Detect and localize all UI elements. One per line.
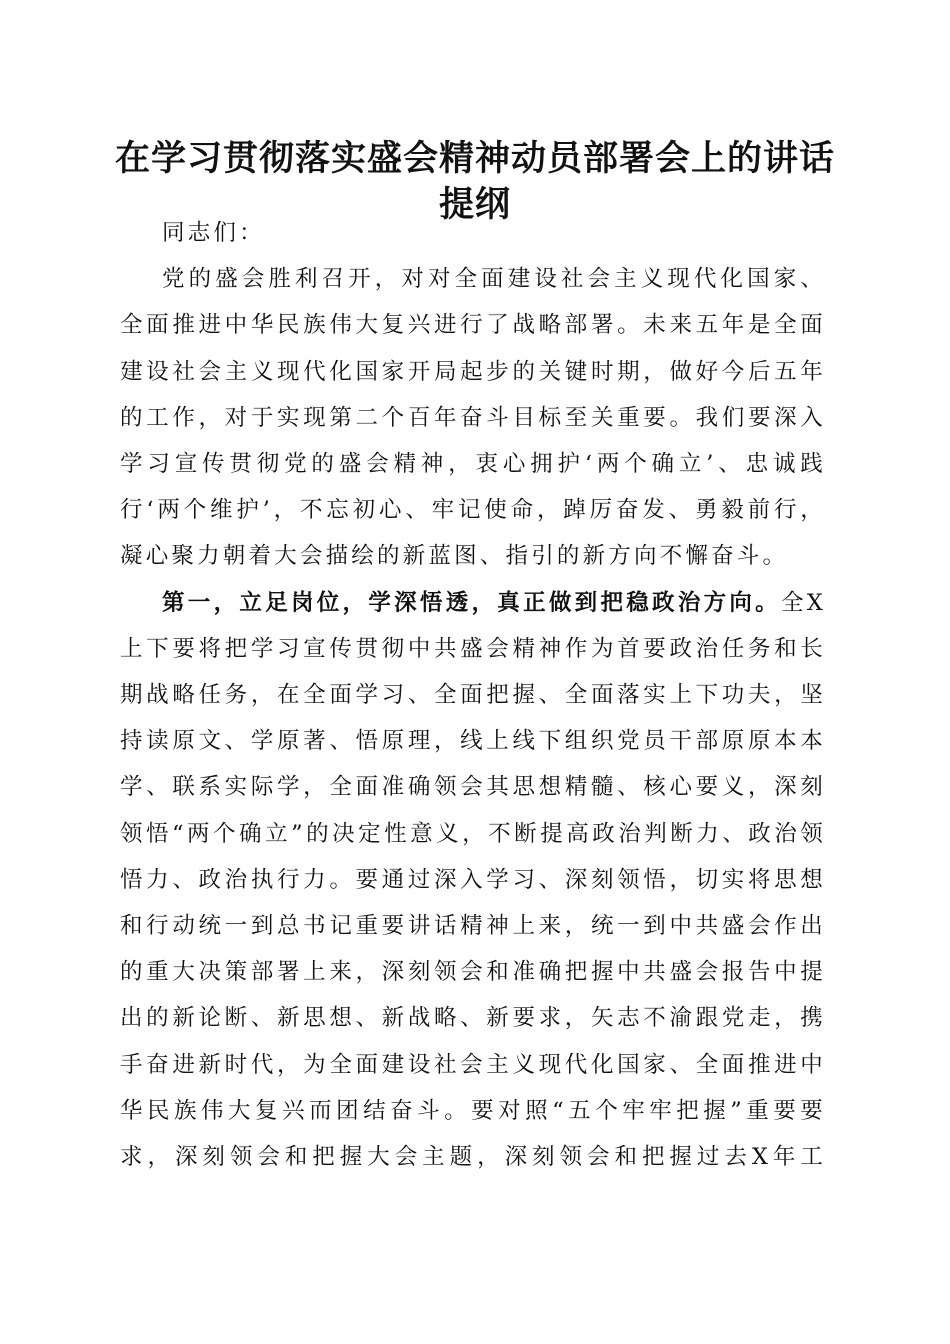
document-body bbox=[120, 210, 826, 1180]
title-line-2: 提纲 bbox=[438, 184, 511, 225]
paragraph-2-lead: 第一，立足岗位，学深悟透，真正做到把稳政治方向。 bbox=[162, 589, 781, 616]
paragraph-1: 党的盛会胜利召开，对对全面建设社会主义现代化国家、全面推进中华民族伟大复兴进行了战略部署。未来五年是全面建设社会主义现代化国家开局起步的关键时期，做好今后五年的工作，对于实现第二个百年奋斗目标至关重要。我们要深入学习宣传贯彻党的盛会精神，衷心拥护‘两个确立’、忠诚践行‘两个维护’，不忘初心、牢记使命，踔厉奋发、勇毅前行，凝心聚力朝着大会描绘的新蓝图、指引的新方向不懈奋斗。 bbox=[120, 266, 826, 570]
paragraph-2-body: 全X上下要将把学习宣传贯彻中共盛会精神作为首要政治任务和长期战略任务，在全面学习、全面把握、全面落实上下功夫，坚持读原文、学原著、悟原理，线上线下组织党员干部原原本本学、联系实际学，全面准确领会其思想精髓、核心要义，深刻领悟“两个确立”的决定性意义，不断提高政治判断力、政治领悟力、政治执行力。要通过深入学习、深刻领悟，切实将思想和行动统一到总书记重要讲话精神上来，统一到中共盛会作出的重大决策部署上来，深刻领会和准确把握中共盛会报告中提出的新论断、新思想、新战略、新要求，矢志不渝跟党走，携手奋进新时代，为全面建设社会主义现代化国家、全面推进中华民族伟大复兴而团结奋斗。要对照“五个牢牢把握”重要要求，深刻领会和把握大会主题，深刻领会和把握过去X年工 bbox=[120, 589, 826, 1171]
title-line-1: 在学习贯彻落实盛会精神动员部署会上的讲话 bbox=[114, 138, 835, 179]
greeting: 同志们： bbox=[162, 220, 265, 246]
paragraph-2 bbox=[120, 580, 826, 1181]
